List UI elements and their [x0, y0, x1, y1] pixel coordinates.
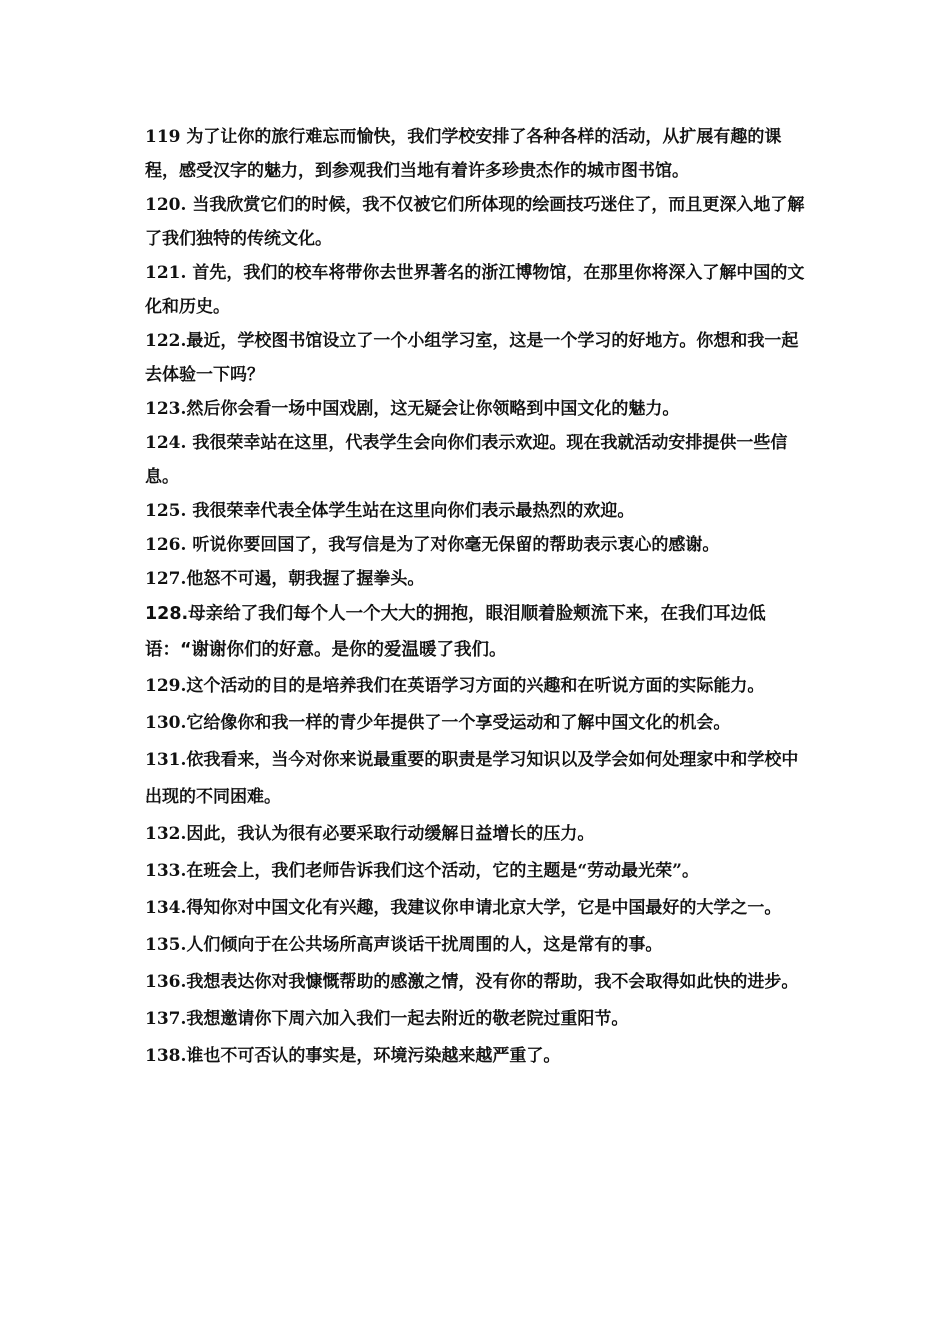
- sentence-item: 137.我想邀请你下周六加入我们一起去附近的敬老院过重阳节。: [145, 1009, 629, 1029]
- sentence-item: 124. 我很荣幸站在这里，代表学生会向你们表示欢迎。现在我就活动安排提供一些信息。: [145, 433, 788, 487]
- sentence-item: 134.得知你对中国文化有兴趣，我建议你申请北京大学，它是中国最好的大学之一。: [145, 898, 782, 918]
- sentence-item: 129.这个活动的目的是培养我们在英语学习方面的兴趣和在听说方面的实际能力。: [145, 676, 765, 696]
- sentence-item: 123.然后你会看一场中国戏剧，这无疑会让你领略到中国文化的魅力。: [145, 399, 680, 419]
- sentence-item: 135.人们倾向于在公共场所高声谈话干扰周围的人，这是常有的事。: [145, 935, 663, 955]
- sentence-item: 120. 当我欣赏它们的时候，我不仅被它们所体现的绘画技巧迷住了，而且更深入地了解了我们独特的传统文化。: [145, 195, 805, 249]
- sentence-item: 136.我想表达你对我慷慨帮助的感激之情，没有你的帮助，我不会取得如此快的进步。: [145, 972, 799, 992]
- sentence-item: 128.母亲给了我们每个人一个大大的拥抱，眼泪顺着脸颊流下来，在我们耳边低语：“谢谢你们的好意。是你的爱温暖了我们。: [145, 604, 766, 660]
- sentence-item: 125. 我很荣幸代表全体学生站在这里向你们表示最热烈的欢迎。: [145, 501, 635, 521]
- sentence-item: 126. 听说你要回国了，我写信是为了对你毫无保留的帮助表示衷心的感谢。: [145, 535, 720, 555]
- sentence-item: 131.依我看来，当今对你来说最重要的职责是学习知识以及学会如何处理家中和学校中出现的不同困难。: [145, 750, 799, 807]
- sentence-item: 122.最近，学校图书馆设立了一个小组学习室，这是一个学习的好地方。你想和我一起去体验一下吗？: [145, 331, 799, 385]
- sentence-item: 133.在班会上，我们老师告诉我们这个活动，它的主题是“劳动最光荣”。: [145, 861, 699, 881]
- sentence-item: 138.谁也不可否认的事实是，环境污染越来越严重了。: [145, 1046, 561, 1066]
- sentence-list: [145, 120, 810, 1075]
- sentence-item: 119 为了让你的旅行难忘而愉快，我们学校安排了各种各样的活动，从扩展有趣的课程，感受汉字的魅力，到参观我们当地有着许多珍贵杰作的城市图书馆。: [145, 127, 782, 181]
- sentence-item: 130.它给像你和我一样的青少年提供了一个享受运动和了解中国文化的机会。: [145, 713, 731, 733]
- sentence-item: 121. 首先，我们的校车将带你去世界著名的浙江博物馆，在那里你将深入了解中国的文化和历史。: [145, 263, 805, 317]
- sentence-item: 132.因此，我认为很有必要采取行动缓解日益增长的压力。: [145, 824, 595, 844]
- sentence-item: 127.他怒不可遏，朝我握了握拳头。: [145, 569, 425, 589]
